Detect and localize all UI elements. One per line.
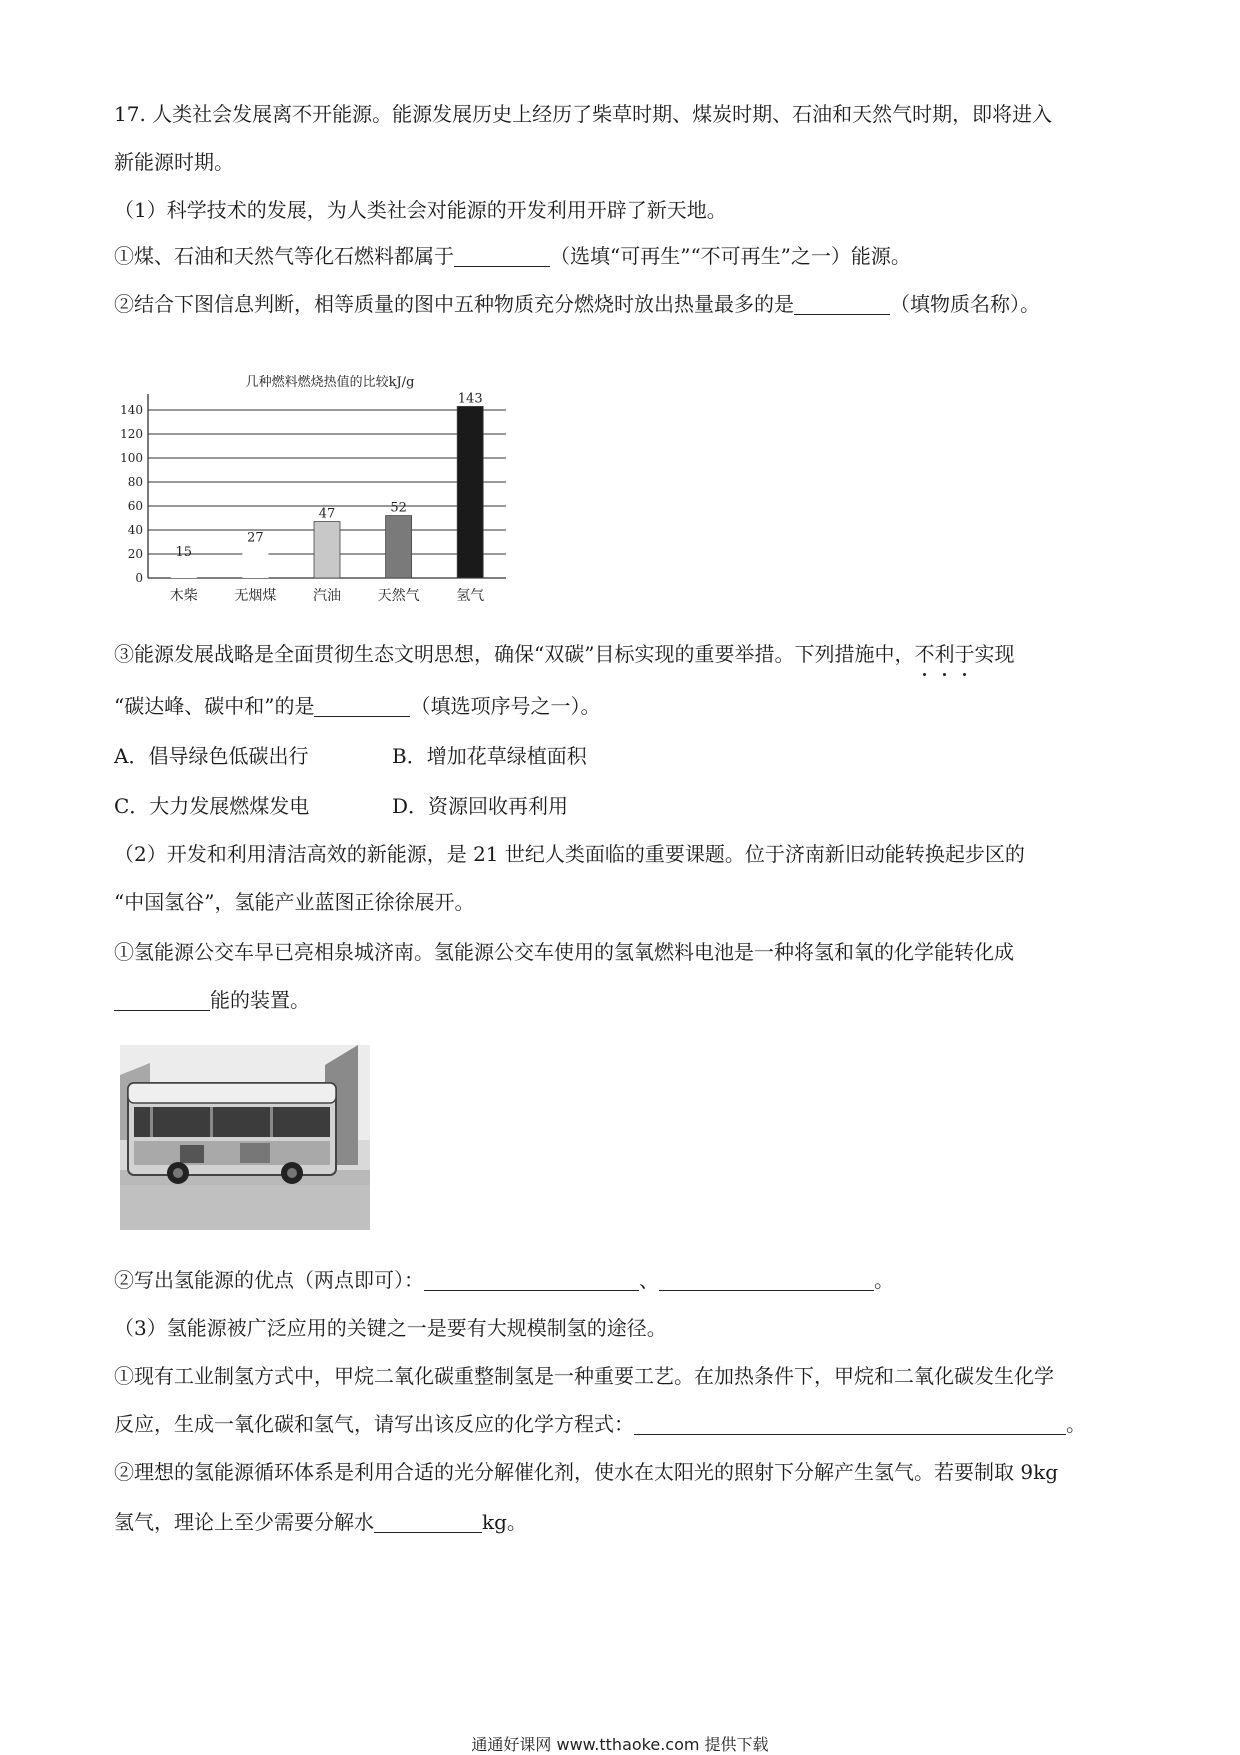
question-1-3-tail: （填选项序号之一）。 (410, 694, 601, 718)
x-category-label: 氢气 (456, 588, 485, 604)
question-3-1-line2 (114, 1410, 1086, 1438)
emphasis-char: 于 (954, 642, 975, 666)
x-category-label: 汽油 (313, 588, 341, 604)
bar-value-label: 15 (175, 545, 193, 560)
y-tick-label: 0 (135, 571, 143, 585)
bar (314, 522, 340, 578)
question-2-1-line1: ①氢能源公交车早已亮相泉城济南。氢能源公交车使用的氢氧燃料电池是一种将氢和氧的化学能转化成 (114, 940, 1014, 964)
y-tick-label: 100 (120, 451, 143, 465)
part2-heading-line1: （2）开发和利用清洁高效的新能源，是 21 世纪人类面临的重要课题。位于济南新旧动能转换起步区的 (114, 842, 1025, 866)
y-tick-label: 40 (127, 523, 143, 537)
answer-blank-3-2[interactable] (374, 1510, 482, 1533)
y-tick-label: 80 (127, 475, 143, 489)
question-3-2-line1: ②理想的氢能源循环体系是利用合适的光分解催化剂，使水在太阳光的照射下分解产生氢气。若要制取 9kg (114, 1460, 1059, 1484)
question-1-2-tail: （填物质名称）。 (890, 292, 1040, 316)
answer-blank-2-1[interactable] (114, 988, 210, 1011)
emphasis-char: 不 (914, 642, 935, 666)
question-1-3-text2: “碳达峰、碳中和”的是 (114, 694, 315, 718)
question-2-2-end: 。 (874, 1268, 894, 1292)
page-footer: 通通好课网 www.tthaoke.com 提供下载 (471, 1735, 769, 1754)
chart-title: 几种燃料燃烧热值的比较kJ/g (245, 375, 415, 390)
option-d: D．资源回收再利用 (392, 794, 569, 818)
bar (242, 546, 268, 578)
question-3-2-text: 氢气，理论上至少需要分解水 (114, 1510, 374, 1534)
fuel-heat-value-bar-chart (110, 370, 510, 610)
question-17-stem-line1: 17. 人类社会发展离不开能源。能源发展历史上经历了柴草时期、煤炭时期、石油和天然气时期，即将进入 (114, 102, 1053, 126)
question-1-1-text: ①煤、石油和天然气等化石燃料都属于 (114, 244, 454, 268)
bar-value-label: 52 (390, 500, 407, 516)
emphasis-char: 实 (974, 642, 995, 666)
answer-blank-1-2[interactable] (794, 292, 890, 315)
bar (386, 516, 412, 578)
answer-blank-2-2b[interactable] (659, 1268, 874, 1291)
part1-heading: （1）科学技术的发展，为人类社会对能源的开发利用开辟了新天地。 (114, 198, 727, 222)
question-1-2 (114, 290, 1040, 318)
question-1-1 (114, 242, 911, 270)
part3-heading: （3）氢能源被广泛应用的关键之一是要有大规模制氢的途径。 (114, 1316, 667, 1340)
option-a: A．倡导绿色低碳出行 (114, 744, 309, 768)
emphasis-char: 现 (994, 642, 1015, 666)
x-category-label: 天然气 (377, 588, 420, 604)
option-b: B．增加花草绿植面积 (392, 744, 587, 768)
question-2-2-sep: 、 (639, 1268, 659, 1292)
question-1-2-text: ②结合下图信息判断，相等质量的图中五种物质充分燃烧时放出热量最多的是 (114, 292, 794, 316)
question-3-2-tail: kg。 (482, 1510, 527, 1534)
bar-value-label: 143 (457, 391, 483, 407)
question-1-1-tail: （选填“可再生”“不可再生”之一）能源。 (550, 244, 911, 268)
question-2-2 (114, 1266, 894, 1294)
emphasis-char: 利 (934, 642, 955, 666)
question-2-1-line2 (114, 986, 310, 1014)
hydrogen-bus-photo (120, 1045, 370, 1230)
bar-value-label: 47 (318, 506, 336, 522)
question-2-1-tail: 能的装置。 (210, 988, 310, 1012)
question-3-1-text: 反应，生成一氧化碳和氢气，请写出该反应的化学方程式： (114, 1412, 634, 1436)
part2-heading-line2: “中国氢谷”，氢能产业蓝图正徐徐展开。 (114, 890, 475, 914)
bar-value-label: 27 (247, 530, 264, 546)
chart-bars (171, 406, 483, 578)
y-tick-label: 120 (120, 427, 143, 441)
question-17-stem-line2: 新能源时期。 (114, 150, 234, 174)
answer-blank-3-1[interactable] (634, 1412, 1066, 1435)
answer-blank-2-2a[interactable] (424, 1268, 639, 1291)
answer-blank-1-3[interactable] (314, 694, 410, 717)
question-2-2-text: ②写出氢能源的优点（两点即可）： (114, 1268, 424, 1292)
question-1-3-line2 (114, 692, 600, 720)
option-c: C．大力发展燃煤发电 (114, 794, 310, 818)
x-category-label: 无烟煤 (234, 588, 277, 604)
question-3-1-line1: ①现有工业制氢方式中，甲烷二氧化碳重整制氢是一种重要工艺。在加热条件下，甲烷和二氧化碳发生化学 (114, 1364, 1054, 1388)
bar (457, 406, 483, 578)
question-3-2-line2 (114, 1508, 527, 1536)
y-tick-label: 20 (127, 547, 143, 561)
question-1-3-line1 (114, 640, 1014, 668)
y-tick-label: 60 (127, 499, 143, 513)
answer-blank-1-1[interactable] (454, 244, 550, 267)
x-category-label: 木柴 (169, 588, 198, 604)
question-3-1-tail: 。 (1066, 1412, 1086, 1436)
bar (171, 560, 197, 578)
question-1-3-text: ③能源发展战略是全面贯彻生态文明思想，确保“双碳”目标实现的重要举措。下列措施中， (114, 642, 915, 666)
y-tick-label: 140 (120, 403, 143, 417)
